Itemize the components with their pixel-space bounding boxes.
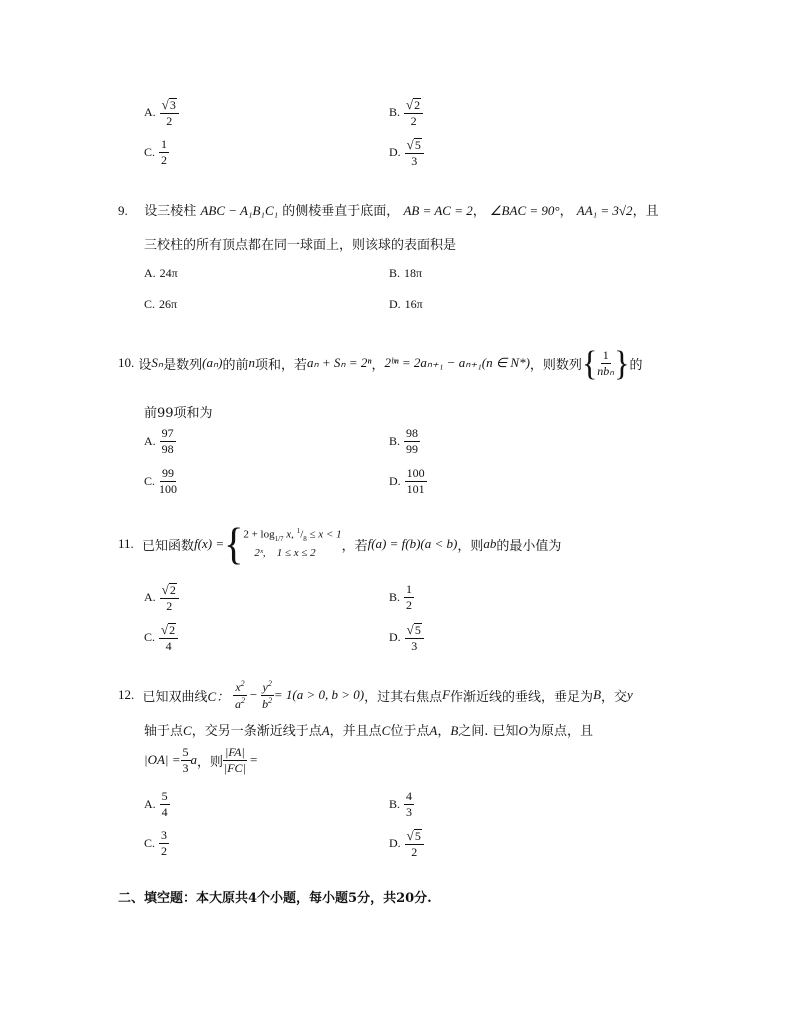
q10-line1: 10. 设 Sₙ 是数列 (aₙ) 的前 n 项和，若 aₙ + Sₙ = 2ⁿ ， 2ᵇⁿ = 2aₙ₊₁ − aₙ₊₁(n ∈ N*) ，则数列 { $\frac{1}{\text{nbₙ}}$ } 的: [118, 343, 643, 383]
q9-option-d: D. 16π: [389, 297, 423, 311]
piecewise-brace: {: [224, 518, 244, 569]
fraction: $\frac{3}{2}$: [161, 828, 168, 858]
left-brace: {: [581, 343, 598, 383]
fraction: $\frac{98}{99}$: [406, 426, 419, 456]
fraction: $\frac{5}{4}$: [161, 789, 168, 819]
q8-option-d: D. √ 5 3: [389, 138, 424, 168]
q10-option-d: D. $\frac{100}{101}$: [389, 466, 425, 496]
q10-option-a: A. $\frac{97}{98}$: [144, 426, 174, 456]
fraction: √ 5 2: [405, 829, 424, 859]
q9-option-a: A. 24π: [144, 266, 178, 280]
fraction: $\frac{5}{3}$: [182, 745, 189, 775]
right-brace: }: [614, 343, 630, 383]
section-heading: 二、填空题：本大原共4个小题，每小题5分，共20分.: [118, 891, 432, 906]
fraction: $\frac{97}{98}$: [161, 426, 174, 456]
fraction: $\frac{100}{101}$: [406, 466, 425, 496]
fraction: √ 3 2: [160, 98, 179, 128]
fraction: √ 5 3: [405, 138, 424, 168]
q8-option-c: C. $\frac{1}{2}$: [144, 137, 168, 167]
fraction: √ 5 3: [405, 623, 424, 653]
q10-option-b: B. $\frac{98}{99}$: [389, 426, 419, 456]
q12-line2: 轴于点C，交另一条渐近线于点A，并且点C位于点A，B之间. 已知O为原点，且: [144, 723, 593, 739]
q9-line1: 9. 设三棱柱 ABC − A₁B₁C₁ 的侧棱垂直于底面， AB = AC = 2， ∠BAC = 90°， AA₁ = 3√2，且: [118, 203, 659, 219]
q9-option-c: C. 26π: [144, 297, 178, 311]
q12-option-c: C. $\frac{3}{2}$: [144, 828, 168, 858]
q11-option-d: D. √ 5 3: [389, 623, 424, 653]
fraction: $\frac{1}{2}$: [161, 137, 168, 167]
q12-line3: |OA| = $\frac{5}{3}$ a ，则 $\frac{|FA|}{|FC|}$ =: [144, 745, 258, 775]
q9-option-b: B. 18π: [389, 266, 423, 280]
fraction: √ 2 4: [159, 623, 178, 653]
q10-line2: 前99项和为: [144, 406, 213, 421]
q12-option-a: A. $\frac{5}{4}$: [144, 789, 168, 819]
fraction: $\frac{1}{\text{nbₙ}}$: [597, 347, 615, 378]
q11-option-b: B. $\frac{1}{2}$: [389, 582, 413, 612]
piecewise-cases: $2 + \log_{1/7} x$, $^1/_8 \le x < 1$ 2ˣ, 1 ≤ x ≤ 2: [243, 526, 342, 559]
q8-option-b: B. √ 2 2: [389, 98, 423, 128]
fraction: $\frac{99}{100}$: [159, 466, 178, 496]
q8-option-a: A. √ 3 2: [144, 98, 179, 128]
fraction: $\frac{1}{2}$: [406, 582, 413, 612]
q10-option-c: C. $\frac{99}{100}$: [144, 466, 178, 496]
q12-option-d: D. √ 5 2: [389, 829, 424, 859]
q9-line2: 三校柱的所有顶点都在同一球面上，则该球的表面积是: [144, 238, 457, 253]
fraction: $\frac{|FA|}{|FC|}$: [223, 745, 246, 775]
q12-option-b: B. $\frac{4}{3}$: [389, 789, 413, 819]
q11-option-c: C. √ 2 4: [144, 623, 178, 653]
fraction: √ 2 2: [160, 583, 179, 613]
q12-line1: 12. 已知双曲线 C： $\frac{x^2}{a^2}$ − $\frac{y^2}{b^2}$ = 1(a > 0, b > 0) ，过其右焦点 F 作渐近线的垂线，垂足为 B ，交 y: [118, 679, 633, 711]
fraction: √ 2 2: [404, 98, 423, 128]
q11-line1: 11. 已知函数 f(x) = { $2 + \log_{1/7} x$, $^1/_8 \le x < 1$ 2ˣ, 1 ≤ x ≤ 2 ，若 f(a) = f(b)(a < b) ，则 ab 的最小值为: [118, 518, 562, 569]
fraction-y2-b2: $\frac{y^2}{b^2}$: [262, 679, 273, 711]
fraction-x2-a2: $\frac{x^2}{a^2}$: [235, 679, 245, 711]
q11-option-a: A. √ 2 2: [144, 583, 179, 613]
fraction: $\frac{4}{3}$: [406, 789, 413, 819]
